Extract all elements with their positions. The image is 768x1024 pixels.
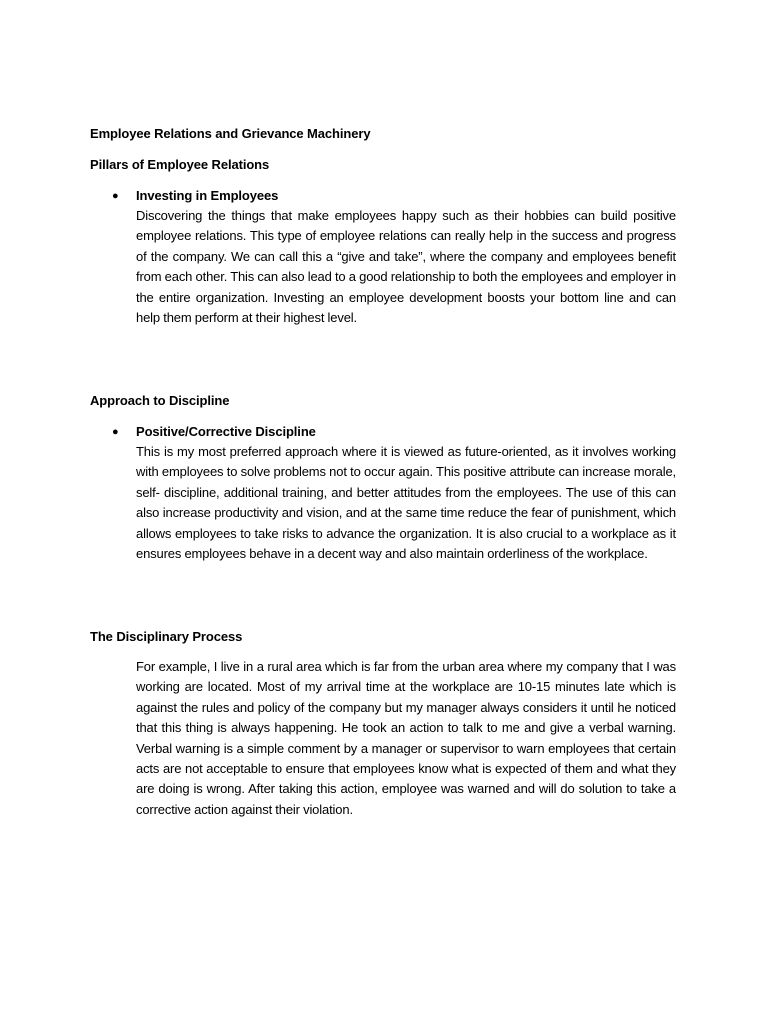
document-title: Employee Relations and Grievance Machinery	[90, 126, 371, 141]
section-heading-process: The Disciplinary Process	[90, 629, 243, 644]
paragraph-process: For example, I live in a rural area which is far from the urban area where my company that I was working are located. Most of my arrival time at the workplace are 10-15 minutes late which is against the rules and policy of the company but my manager always considers it until he noticed that this thing is always happening. He took an action to talk to me and give a verbal warning. Verbal warning is a simple comment by a manager or supervisor to warn employees that certain acts are not acceptable to ensure that employees know what is expected of them and what they are doing is wrong. After taking this action, employee was warned and will do solution to take a corrective action against their violation.	[136, 659, 676, 817]
bullet-title-positive: Positive/Corrective Discipline	[136, 424, 316, 439]
paragraph-positive: This is my most preferred approach where it is viewed as future-oriented, as it involves working with employees to solve problems not to occur again. This positive attribute can increase morale, self- discipline, additional training, and better attitudes from the employees. The use of this can also increase productivity and vision, and at the same time reduce the fear of punishment, which allows employees to take risks to advance the organization. It is also crucial to a workplace as it ensures employees behave in a decent way and also maintain orderliness of the workplace.	[136, 444, 676, 562]
bullet-title-investing: Investing in Employees	[136, 188, 279, 203]
section-heading-pillars: Pillars of Employee Relations	[90, 157, 270, 172]
bullet-icon: ●	[112, 190, 119, 202]
paragraph-investing: Discovering the things that make employees happy such as their hobbies can build positive employee relations. This type of employee relations can really help in the success and progress of the company. We can call this a “give and take”, where the company and employees benefit from each other. This can also lead to a good relationship to both the employees and employer in the entire organization. Investing an employee development boosts your bottom line and can help them perform at their highest level.	[136, 208, 676, 326]
bullet-icon: ●	[112, 426, 119, 438]
section-heading-approach: Approach to Discipline	[90, 393, 230, 408]
